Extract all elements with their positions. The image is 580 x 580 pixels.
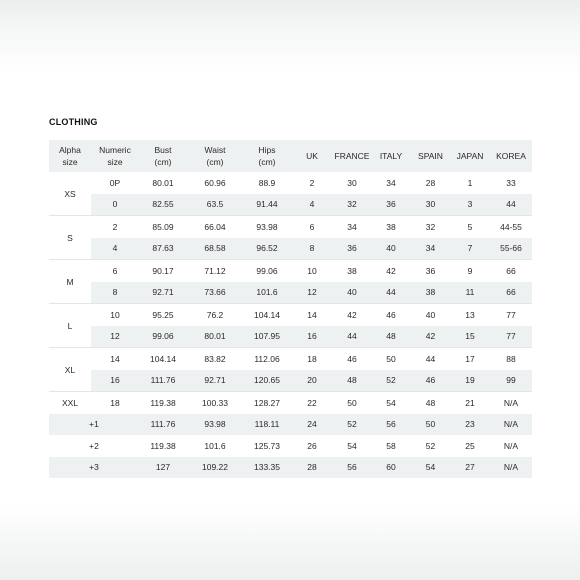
hips-cell: 88.9 [258,177,276,188]
france-cell: 36 [333,238,371,260]
waist-cell: 92.71 [187,370,243,392]
header-italy [371,140,411,172]
numeric-cell: 4 [91,238,139,260]
bust-cell: 87.63 [139,238,187,260]
hips-cell: 125.73 [254,440,280,451]
header-korea [490,140,532,172]
uk-cell: 10 [291,260,333,282]
table-row [49,435,532,457]
bust-cell: 85.09 [139,216,187,238]
italy-cell: 44 [371,282,411,304]
japan-cell: 5 [450,216,490,238]
france-cell: 38 [333,260,371,282]
korea-cell: N/A [490,414,532,436]
numeric-cell: 16 [91,370,139,392]
numeric-cell: +3 [49,457,139,479]
header-text: ITALY [379,151,403,161]
waist-cell: 60.96 [204,177,226,188]
numeric-cell: 10 [91,304,139,326]
numeric-cell: +1 [49,414,139,436]
hips-cell: 112.06 [243,348,291,370]
header-text: size [62,157,78,167]
spain-cell: 42 [411,326,450,348]
table-row [49,194,532,216]
hips-cell: 93.98 [243,216,291,238]
bust-cell: 82.55 [139,194,187,216]
numeric-cell: 18 [91,392,139,414]
bust-cell: 99.06 [139,326,187,348]
alpha-size-cell: XL [49,348,91,392]
uk-cell: 22 [291,392,333,414]
japan-cell: 13 [450,304,490,326]
alpha-size-cell: L [49,304,91,348]
japan-cell: 15 [450,326,490,348]
italy-cell: 58 [386,440,396,451]
table-row [49,260,532,282]
waist-cell: 68.58 [187,238,243,260]
table-row [49,172,532,194]
hips-cell: 91.44 [243,194,291,216]
table-row [49,326,532,348]
korea-cell: N/A [490,457,532,479]
waist-cell: 73.66 [187,282,243,304]
table-row [49,457,532,479]
header-text: UK [306,151,318,161]
bust-cell: 119.38 [139,392,187,414]
header-numeric-size [91,140,139,172]
bust-cell: 80.01 [152,177,174,188]
numeric-cell: 0P [109,177,121,188]
france-cell: 48 [333,370,371,392]
france-cell: 42 [333,304,371,326]
korea-cell: 77 [490,326,532,348]
france-cell: 44 [333,326,371,348]
korea-cell: 44 [490,194,532,216]
waist-cell: 71.12 [187,260,243,282]
japan-cell: 3 [450,194,490,216]
japan-cell: 27 [450,457,490,479]
table-row [49,282,532,304]
hips-cell: 107.95 [243,326,291,348]
table-row [49,348,532,370]
france-cell: 32 [333,194,371,216]
spain-cell: 48 [411,392,450,414]
france-cell: 34 [333,216,371,238]
table-row [49,414,532,436]
japan-cell: 9 [450,260,490,282]
header-text: Hips [258,145,276,155]
hips-cell: 104.14 [243,304,291,326]
korea-cell: 88 [490,348,532,370]
alpha-size-cell: XS [49,172,91,216]
header-text: size [107,157,123,167]
japan-cell: 19 [450,370,490,392]
waist-cell: 80.01 [187,326,243,348]
waist-cell: 109.22 [187,457,243,479]
bust-cell: 111.76 [139,370,187,392]
spain-cell: 44 [411,348,450,370]
italy-cell: 56 [371,414,411,436]
japan-cell: 23 [450,414,490,436]
bust-cell: 92.71 [139,282,187,304]
spain-cell: 30 [411,194,450,216]
header-waist [187,140,243,172]
korea-cell: N/A [490,392,532,414]
korea-cell: 99 [490,370,532,392]
hips-cell: 120.65 [243,370,291,392]
hips-cell: 101.6 [243,282,291,304]
uk-cell: 6 [291,216,333,238]
spain-cell: 46 [411,370,450,392]
italy-cell: 42 [371,260,411,282]
bust-cell: 111.76 [139,414,187,436]
waist-cell: 66.04 [187,216,243,238]
numeric-cell: 14 [91,348,139,370]
header-text: KOREA [496,151,526,161]
hips-cell: 96.52 [243,238,291,260]
korea-cell: 66 [490,282,532,304]
waist-cell: 83.82 [187,348,243,370]
bust-cell: 90.17 [139,260,187,282]
korea-cell: 44-55 [490,216,532,238]
france-cell: 46 [333,348,371,370]
table-row [49,216,532,238]
uk-cell: 14 [291,304,333,326]
table-row [49,304,532,326]
france-cell: 54 [347,440,357,451]
header-text: (cm) [206,157,224,167]
uk-cell: 18 [291,348,333,370]
uk-cell: 26 [307,440,317,451]
bust-cell: 127 [139,457,187,479]
spain-cell: 54 [411,457,450,479]
numeric-cell: 8 [91,282,139,304]
korea-cell: 33 [506,177,516,188]
korea-cell: 77 [490,304,532,326]
uk-cell: 20 [291,370,333,392]
table-row [49,392,532,414]
bust-cell: 95.25 [139,304,187,326]
italy-cell: 54 [371,392,411,414]
table-row [49,370,532,392]
header-text: Numeric [99,145,131,155]
italy-cell: 48 [371,326,411,348]
alpha-size-cell: XXL [49,392,91,414]
header-alpha-size [49,140,91,172]
spain-cell: 28 [425,177,436,188]
spain-cell: 40 [411,304,450,326]
italy-cell: 52 [371,370,411,392]
italy-cell: 60 [371,457,411,479]
japan-cell: 11 [450,282,490,304]
uk-cell: 12 [291,282,333,304]
header-bust [139,140,187,172]
waist-cell: 63.5 [187,194,243,216]
japan-cell: 1 [467,177,473,188]
france-cell: 50 [333,392,371,414]
header-text: SPAIN [418,151,443,161]
table-header-row [49,140,532,172]
waist-cell: 76.2 [187,304,243,326]
header-uk [291,140,333,172]
numeric-cell: 2 [91,216,139,238]
hips-cell: 128.27 [243,392,291,414]
france-cell: 56 [333,457,371,479]
bottom-fade-band [0,505,580,580]
waist-cell: 93.98 [187,414,243,436]
korea-cell: 66 [490,260,532,282]
spain-cell: 34 [411,238,450,260]
bust-cell: 119.38 [150,440,176,451]
numeric-cell: 0 [91,194,139,216]
numeric-cell: 12 [91,326,139,348]
header-spain [411,140,450,172]
uk-cell: 16 [291,326,333,348]
uk-cell: 8 [291,238,333,260]
header-text: Bust [154,145,172,155]
uk-cell: 24 [291,414,333,436]
header-text: (cm) [154,157,172,167]
italy-cell: 38 [371,216,411,238]
italy-cell: 46 [371,304,411,326]
waist-cell: 101.6 [204,440,226,451]
uk-cell: 2 [309,177,315,188]
hips-cell: 99.06 [243,260,291,282]
uk-cell: 4 [291,194,333,216]
table-row [49,238,532,260]
italy-cell: 34 [386,177,396,188]
japan-cell: 21 [450,392,490,414]
italy-cell: 40 [371,238,411,260]
size-chart-table [49,140,532,478]
numeric-cell: 6 [91,260,139,282]
header-japan [450,140,490,172]
bust-cell: 104.14 [139,348,187,370]
header-text: (cm) [258,157,276,167]
header-hips [243,140,291,172]
france-cell: 52 [333,414,371,436]
korea-cell: 55-66 [490,238,532,260]
numeric-cell: +2 [89,440,99,451]
italy-cell: 36 [371,194,411,216]
france-cell: 30 [347,177,357,188]
header-text: JAPAN [456,151,484,161]
japan-cell: 7 [450,238,490,260]
japan-cell: 25 [465,440,475,451]
france-cell: 40 [333,282,371,304]
header-text: FRANCE [334,151,370,161]
spain-cell: 38 [411,282,450,304]
waist-cell: 100.33 [187,392,243,414]
italy-cell: 50 [371,348,411,370]
hips-cell: 118.11 [243,414,291,436]
spain-cell: 50 [411,414,450,436]
uk-cell: 28 [291,457,333,479]
spain-cell: 32 [411,216,450,238]
hips-cell: 133.35 [243,457,291,479]
korea-cell: N/A [503,440,519,451]
table-body [49,172,532,478]
header-france [333,140,371,172]
top-fade-band [0,0,580,75]
alpha-size-cell: M [49,260,91,304]
header-text: Waist [204,145,226,155]
section-title: CLOTHING [49,117,98,127]
japan-cell: 17 [450,348,490,370]
spain-cell: 52 [425,440,436,451]
spain-cell: 36 [411,260,450,282]
alpha-size-cell: S [49,216,91,260]
header-text: Alpha [59,145,81,155]
